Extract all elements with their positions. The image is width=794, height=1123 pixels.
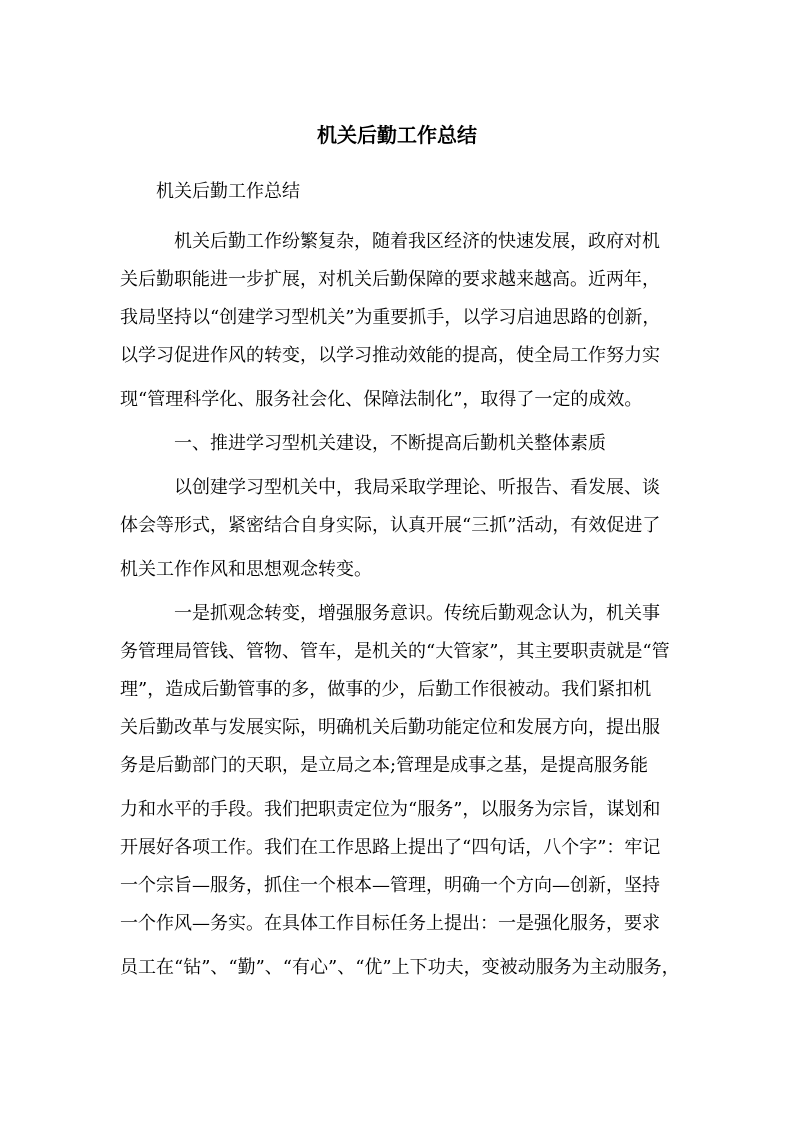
body-line: 务管理局管钱、管物、管车，是机关的“大管家”，其主要职责就是“管 bbox=[120, 641, 670, 662]
body-line: 力和水平的手段。我们把职责定位为“服务”，以服务为宗旨，谋划和 bbox=[120, 799, 661, 820]
body-line: 关后勤改革与发展实际，明确机关后勤功能定位和发展方向，提出服 bbox=[120, 717, 660, 738]
body-line: 开展好各项工作。我们在工作思路上提出了“四句话，八个字”：牢记 bbox=[120, 837, 661, 858]
body-line: 以学习促进作风的转变，以学习推动效能的提高，使全局工作努力实 bbox=[120, 345, 660, 366]
document-subtitle: 机关后勤工作总结 bbox=[156, 181, 300, 202]
body-line: 理”，造成后勤管事的多，做事的少，后勤工作很被动。我们紧扣机 bbox=[120, 679, 652, 700]
body-line: 一个宗旨—服务，抓住一个根本—管理，明确一个方向—创新，坚持 bbox=[120, 875, 660, 896]
body-line: 员工在“钻”、“勤”、“有心”、“优”上下功夫，变被动服务为主动服务， bbox=[120, 957, 680, 978]
body-line: 务是后勤部门的天职，是立局之本;管理是成事之基，是提高服务能 bbox=[120, 755, 649, 776]
body-line: 机关后勤工作纷繁复杂，随着我区经济的快速发展，政府对机 bbox=[174, 231, 660, 252]
body-line: 现“管理科学化、服务社会化、保障法制化”，取得了一定的成效。 bbox=[120, 389, 643, 410]
section-heading: 一、推进学习型机关建设，不断提高后勤机关整体素质 bbox=[174, 433, 606, 454]
body-line: 一是抓观念转变，增强服务意识。传统后勤观念认为，机关事 bbox=[174, 603, 660, 624]
body-line: 体会等形式，紧密结合自身实际，认真开展“三抓”活动，有效促进了 bbox=[120, 515, 661, 536]
body-line: 机关工作作风和思想观念转变。 bbox=[120, 559, 372, 580]
body-line: 以创建学习型机关中，我局采取学理论、听报告、看发展、谈 bbox=[174, 477, 660, 498]
body-line: 一个作风—务实。在具体工作目标任务上提出：一是强化服务，要求 bbox=[120, 913, 660, 934]
body-line: 我局坚持以“创建学习型机关”为重要抓手，以学习启迪思路的创新， bbox=[120, 307, 661, 328]
body-line: 关后勤职能进一步扩展，对机关后勤保障的要求越来越高。近两年， bbox=[120, 269, 660, 290]
document-title: 机关后勤工作总结 bbox=[317, 123, 477, 147]
